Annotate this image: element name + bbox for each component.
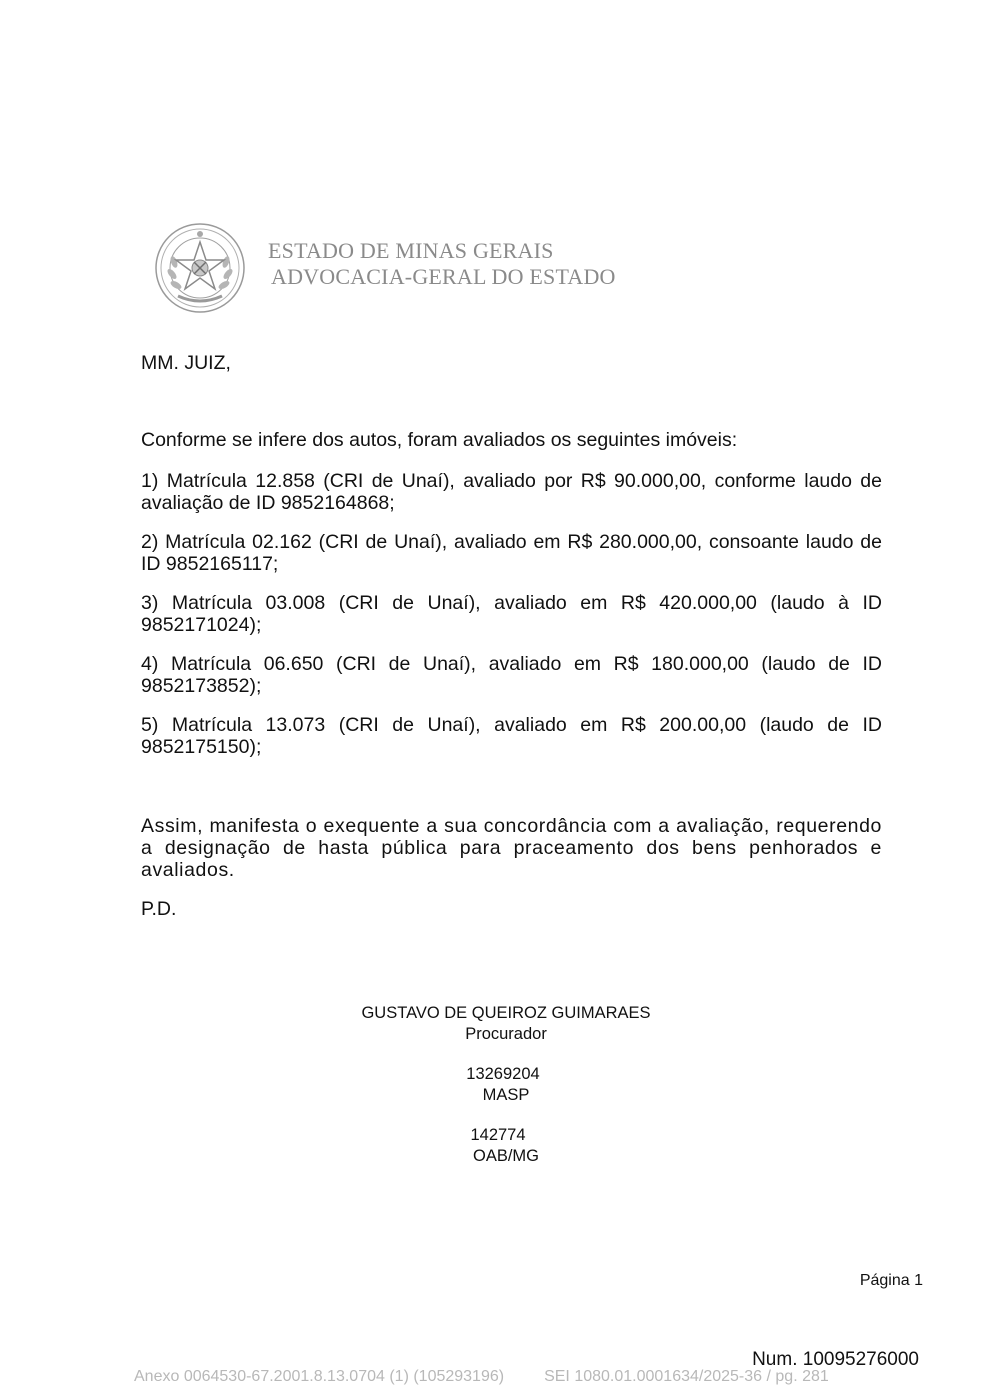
masp-label: MASP [482, 1086, 530, 1104]
intro-paragraph: Conforme se infere dos autos, foram avaliados os seguintes imóveis: [141, 429, 738, 451]
property-item-2: 2) Matrícula 02.162 (CRI de Unaí), avaliado em R$ 280.000,00, consoante laudo de ID 9852165117; [141, 531, 882, 575]
conclusion-paragraph: Assim, manifesta o exequente a sua concordância com a avaliação, requerendo a designação de hasta pública para praceamento dos bens penhorados e avaliados. [141, 815, 882, 881]
signature-block [330, 1003, 682, 1045]
salutation: MM. JUIZ, [141, 352, 231, 374]
page-number: Página 1 [859, 1272, 923, 1289]
letterhead [268, 238, 616, 290]
oab-block [330, 1125, 682, 1167]
property-item-4: 4) Matrícula 06.650 (CRI de Unaí), avaliado em R$ 180.000,00 (laudo de ID 9852173852); [141, 653, 882, 697]
property-item-5: 5) Matrícula 13.073 (CRI de Unaí), avaliado em R$ 200.00,00 (laudo de ID 9852175150); [141, 714, 882, 758]
letterhead-state: ESTADO DE MINAS GERAIS [268, 238, 554, 263]
oab-label: OAB/MG [472, 1147, 539, 1165]
signer-title: Procurador [465, 1025, 547, 1043]
masp-block [330, 1064, 682, 1106]
closing: P.D. [141, 898, 177, 920]
masp-number: 13269204 [466, 1065, 540, 1083]
property-item-1: 1) Matrícula 12.858 (CRI de Unaí), avaliado por R$ 90.000,00, conforme laudo de avaliação de ID 9852164868; [141, 470, 882, 514]
letterhead-agency: ADVOCACIA-GERAL DO ESTADO [271, 264, 616, 289]
oab-number: 142774 [470, 1126, 526, 1144]
signer-name: GUSTAVO DE QUEIROZ GUIMARAES [361, 1004, 651, 1022]
document-number: Num. 10095276000 [752, 1349, 919, 1370]
annex-stamp: Anexo 0064530-67.2001.8.13.0704 (1) (105293196) SEI 1080.01.0001634/2025-36 / pg. 281 [134, 1368, 829, 1385]
property-item-3: 3) Matrícula 03.008 (CRI de Unaí), avaliado em R$ 420.000,00 (laudo à ID 9852171024); [141, 592, 882, 636]
state-seal-icon [154, 222, 246, 314]
